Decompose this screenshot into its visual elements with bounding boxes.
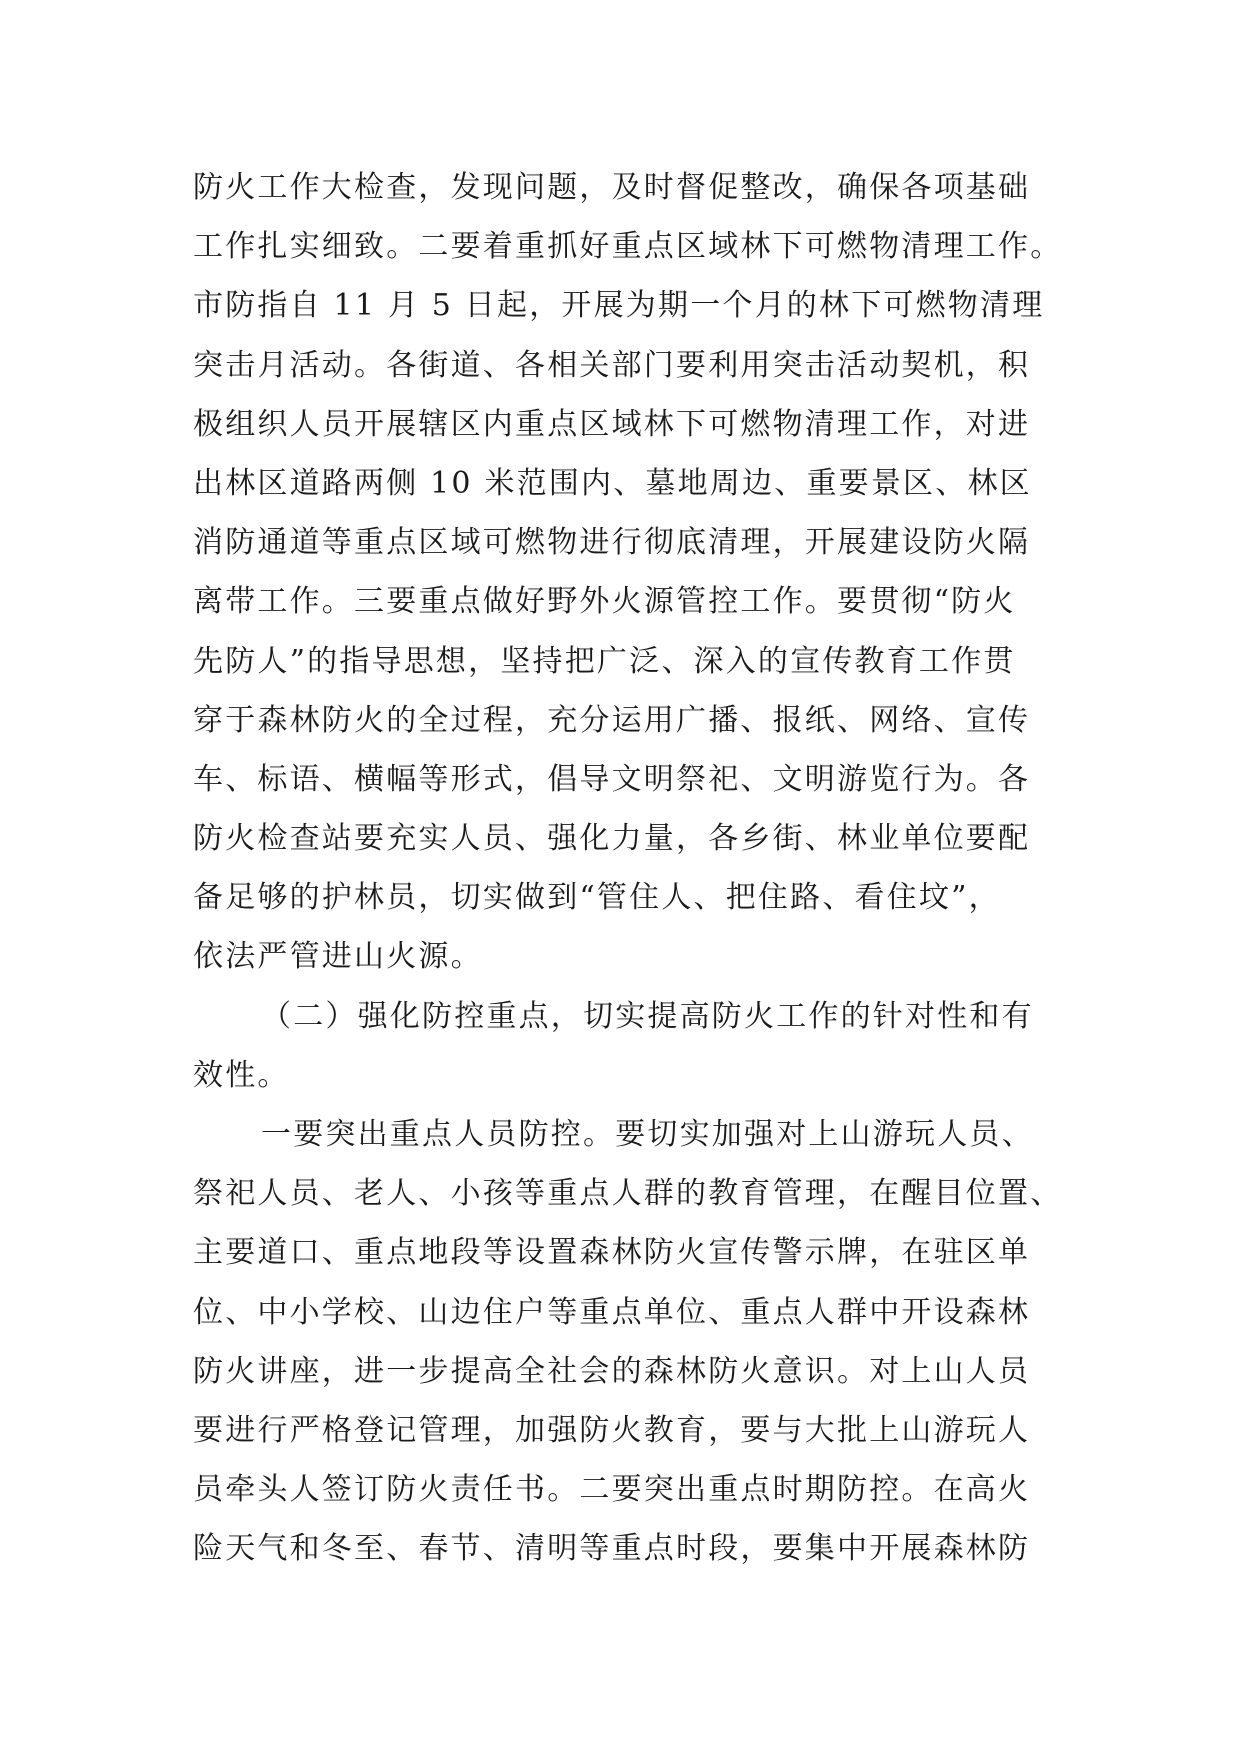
text-line: 备足够的护林员，切实做到“管住人、把住路、看住坟”， xyxy=(193,880,1001,916)
text-line: 出林区道路两侧 10 米范围内、墓地周边、重要景区、林区 xyxy=(193,465,1032,501)
section-heading: （二）强化防控重点，切实提高防火工作的针对性和有 xyxy=(261,998,1034,1034)
text-line: 要进行严格登记管理，加强防火教育，要与大批上山游玩人 xyxy=(193,1412,1031,1448)
text-line: 工作扎实细致。二要着重抓好重点区域林下可燃物清理工作。 xyxy=(193,229,1063,265)
text-line: 穿于森林防火的全过程，充分运用广播、报纸、网络、宣传 xyxy=(193,702,1031,738)
text-line: 员牵头人签订防火责任书。二要突出重点时期防控。在高火 xyxy=(193,1472,1031,1508)
text-line: 市防指自 11 月 5 日起，开展为期一个月的林下可燃物清理 xyxy=(193,288,1045,324)
text-line: 防火讲座，进一步提高全社会的森林防火意识。对上山人员 xyxy=(193,1353,1031,1389)
text-line: 防火工作大检查，发现问题，及时督促整改，确保各项基础 xyxy=(193,170,1031,205)
text-line: 突击月活动。各街道、各相关部门要利用突击活动契机，积 xyxy=(193,347,1031,383)
text-line: 离带工作。三要重点做好野外火源管控工作。要贯彻“防火 xyxy=(193,584,1016,620)
text-line: 位、中小学校、山边住户等重点单位、重点人群中开设森林 xyxy=(193,1294,1031,1330)
text-line: 先防人”的指导思想，坚持把广泛、深入的宣传教育工作贯 xyxy=(193,643,1016,679)
text-line: 祭祀人员、老人、小孩等重点人群的教育管理，在醒目位置、 xyxy=(193,1176,1063,1212)
text-line: 防火检查站要充实人员、强化力量，各乡街、林业单位要配 xyxy=(193,821,1031,857)
text-line: 车、标语、横幅等形式，倡导文明祭祀、文明游览行为。各 xyxy=(193,761,1031,797)
paragraph-start: 一要突出重点人员防控。要切实加强对上山游玩人员、 xyxy=(261,1117,1034,1152)
text-line: 主要道口、重点地段等设置森林防火宣传警示牌，在驻区单 xyxy=(193,1235,1031,1271)
section-heading-continued: 效性。 xyxy=(193,1057,290,1093)
text-line: 依法严管进山火源。 xyxy=(193,939,483,975)
text-line: 极组织人员开展辖区内重点区域林下可燃物清理工作，对进 xyxy=(193,406,1031,442)
text-line: 险天气和冬至、春节、清明等重点时段，要集中开展森林防 xyxy=(193,1531,1031,1567)
text-line: 消防通道等重点区域可燃物进行彻底清理，开展建设防火隔 xyxy=(193,525,1031,561)
body-text xyxy=(193,158,1093,1579)
